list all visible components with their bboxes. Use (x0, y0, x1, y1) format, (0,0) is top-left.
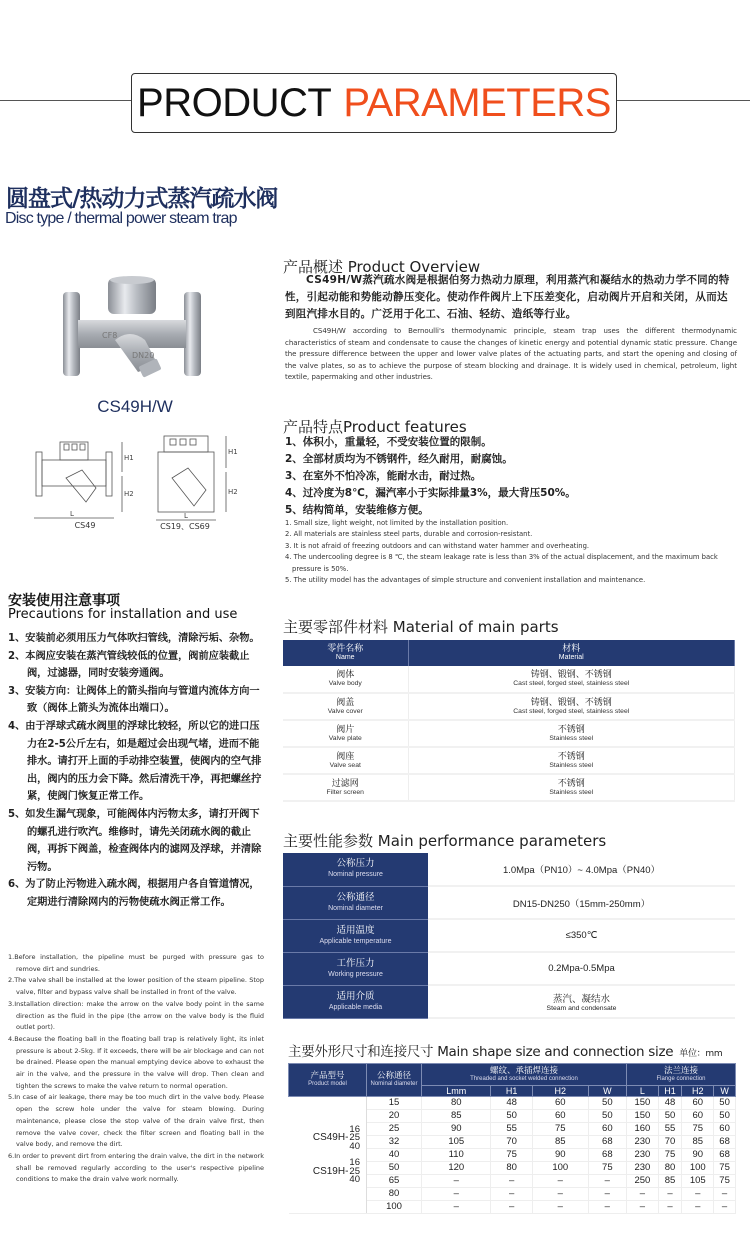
drawing-cs49 (30, 430, 140, 530)
dimensions-unit: 单位：mm (679, 1049, 723, 1059)
drawing-cs19-label: CS19、CS69 (160, 522, 210, 531)
dimension-cell: 60 (588, 1123, 626, 1136)
dimension-cell: 90 (532, 1149, 588, 1162)
dimension-cell: 75 (658, 1149, 682, 1162)
materials-row (283, 774, 735, 801)
dim-l-label: L (70, 510, 74, 518)
dimension-cell: – (532, 1188, 588, 1201)
model-grade: 16 (349, 1123, 360, 1135)
dimensions-heading-text: 主要外形尺寸和连接尺寸 Main shape size and connection size (288, 1044, 674, 1060)
dimension-cell: 75 (491, 1149, 532, 1162)
precaution-item-en: 6.In order to prevent dirt from entering the drain valve, the dirt in the network shall be removed regularly according to the user's respective pipeline conditions to make the drain valve work normally. (8, 1151, 264, 1184)
part-name-cell (283, 693, 408, 720)
dimension-cell: 110 (422, 1149, 491, 1162)
dimension-cell: 50 (491, 1110, 532, 1123)
param-label-en: Nominal pressure (328, 871, 383, 879)
dimension-cell: 230 (626, 1162, 658, 1175)
param-label-cell (283, 853, 428, 886)
materials-row (283, 693, 735, 720)
part-material-cell (408, 693, 735, 720)
dimensions-header-row-1 (289, 1064, 736, 1086)
param-label-en: Applicable temperature (319, 937, 392, 945)
part-name-cn: 阀体 (336, 669, 355, 679)
header-flange-col: H1 (658, 1086, 682, 1097)
dimension-cell: 230 (626, 1149, 658, 1162)
part-name-cell (283, 720, 408, 747)
dimension-cell: – (422, 1201, 491, 1214)
param-value: 1.0Mpa（PN10）~ 4.0Mpa（PN40） (502, 865, 661, 876)
dimension-cell: 68 (714, 1136, 736, 1149)
dim-h2-label-2: H2 (228, 488, 238, 496)
part-material-en: Stainless steel (549, 788, 594, 796)
features-list-en (285, 518, 737, 586)
param-value-cell (428, 952, 735, 985)
header-threaded-cn: 螺纹、承插焊连接 (489, 1064, 558, 1075)
dimension-cell: – (682, 1188, 714, 1201)
dim-h1-label-2: H1 (228, 448, 238, 456)
part-name-cn: 阀片 (336, 723, 355, 734)
precaution-item-cn: 2、本阀应安装在蒸汽管线较低的位置，阀前应装截止阀，过滤器，同时安装旁通阀。 (8, 650, 250, 680)
model-grade: 40 (349, 1140, 360, 1152)
part-material-cn: 铸钢、锻钢、不锈钢 (530, 669, 612, 679)
dimension-cell: 70 (491, 1136, 532, 1149)
overview-heading: 产品概述 Product Overview (283, 258, 481, 276)
dimension-cell: 75 (682, 1123, 714, 1136)
dimension-cell: 70 (658, 1136, 682, 1149)
part-name-en: Valve seat (329, 761, 361, 769)
diameter-cell: 15 (367, 1097, 422, 1110)
dimension-cell: – (626, 1201, 658, 1214)
dimension-cell: 105 (682, 1175, 714, 1188)
param-label-cn: 适用温度 (336, 924, 375, 936)
header-flange (626, 1064, 735, 1086)
model-name: CS49H- (312, 1132, 349, 1144)
dimension-cell: – (588, 1201, 626, 1214)
dimension-cell: 75 (714, 1175, 736, 1188)
diameter-cell: 40 (367, 1149, 422, 1162)
dim-l-label-2: L (184, 512, 188, 520)
dimension-cell: – (658, 1188, 682, 1201)
param-label-cn: 公称通径 (336, 891, 375, 903)
dimension-cell: 90 (422, 1123, 491, 1136)
param-value: DN15-DN250（15mm-250mm） (512, 898, 651, 910)
header-flange-col: L (626, 1086, 658, 1097)
product-photo (60, 270, 205, 385)
dimension-cell: – (491, 1188, 532, 1201)
model-grade: 16 (349, 1157, 360, 1168)
precaution-item-cn: 5、如发生漏气现象，可能阀体内污物太多，请打开阀下的螺孔进行吹汽。维修时，请先关闭疏水阀的截止阀，再拆下阀盖，检查阀体内的滤网及浮球，并清除污物。 (8, 808, 262, 873)
dimension-cell: 55 (491, 1123, 532, 1136)
header-threaded-col: W (588, 1086, 626, 1097)
header-threaded-col: H2 (532, 1086, 588, 1097)
feature-item-en: 2. All materials are stainless steel parts, durable and corrosion-resistant. (285, 530, 533, 539)
precautions-list-en (8, 952, 264, 1186)
precaution-item-cn: 6、为了防止污物进入疏水阀，根据用户各自管道情况，定期进行清除网内的污物使疏水阀正常工作。 (8, 879, 260, 908)
dimension-cell: – (658, 1201, 682, 1214)
feature-item-cn: 4、过冷度为8℃，漏汽率小于实际排量3%，最大背压50%。 (285, 487, 576, 499)
dimension-cell: 85 (532, 1136, 588, 1149)
diameter-cell: 25 (367, 1123, 422, 1136)
dimension-cell: 60 (682, 1097, 714, 1110)
part-material-en: Stainless steel (549, 734, 594, 742)
header-threaded-col: H1 (491, 1086, 532, 1097)
diameter-cell: 32 (367, 1136, 422, 1149)
feature-item-cn: 2、全部材质均为不锈钢件，经久耐用，耐腐蚀。 (285, 453, 513, 465)
param-value-cell (428, 985, 735, 1018)
part-material-cell (408, 666, 735, 693)
dim-h2-label: H2 (124, 490, 134, 498)
feature-item-en: 5. The utility model has the advantages of simple structure and convenient installation and maintenance. (285, 576, 646, 585)
precaution-item-en: 5.In case of air leakage, there may be too much dirt in the valve body. Please open the screw hole under the valve for steam blowing. During maintenance, please close the stop valve of the drain valve first, then remove the valve cover, check the filter screen and floating ball in the valve body, and remove the dirt. (8, 1093, 264, 1149)
header-threaded-en: Threaded and socket welded connection (470, 1075, 578, 1082)
performance-row (283, 985, 735, 1018)
dimension-cell: 55 (658, 1123, 682, 1136)
dimension-cell: 68 (588, 1149, 626, 1162)
model-grades (349, 1123, 360, 1152)
diameter-cell: 80 (367, 1188, 422, 1201)
header-nominal-diameter (367, 1064, 422, 1097)
param-value-cell (428, 853, 735, 886)
precaution-item-en: 2.The valve shall be installed at the lower position of the steam pipeline. Stop valve, filter and bypass valve shall be installed in front of the valve. (8, 976, 264, 997)
dimension-cell: – (422, 1188, 491, 1201)
param-label-cn: 适用介质 (336, 990, 375, 1002)
param-value: 0.2Mpa-0.5Mpa (548, 963, 615, 974)
dimension-cell: 60 (532, 1097, 588, 1110)
dimension-cell: 75 (588, 1162, 626, 1175)
param-label-cell (283, 886, 428, 919)
dimensions-table (288, 1063, 736, 1214)
dimension-cell: – (714, 1201, 736, 1214)
dimension-cell: 80 (491, 1162, 532, 1175)
part-material-cn: 不锈钢 (557, 723, 585, 734)
dimension-cell: – (626, 1188, 658, 1201)
param-value-en: Steam and condensate (546, 1004, 617, 1012)
performance-row (283, 952, 735, 985)
dimension-cell: 150 (626, 1110, 658, 1123)
dimension-cell: 50 (714, 1097, 736, 1110)
part-material-en: Cast steel, forged steel, stainless steel (513, 680, 630, 687)
model-group (313, 1159, 360, 1185)
header-material-cn: 材料 (562, 643, 581, 653)
part-name-en: Filter screen (326, 788, 364, 796)
part-material-en: Stainless steel (549, 761, 594, 769)
materials-heading: 主要零部件材料 Material of main parts (283, 618, 559, 636)
diameter-cell: 50 (367, 1162, 422, 1175)
part-material-cell (408, 774, 735, 801)
dimension-cell: 85 (658, 1175, 682, 1188)
part-name-cell (283, 774, 408, 801)
header-flange-cn: 法兰连接 (663, 1064, 698, 1075)
model-grade: 40 (349, 1174, 360, 1185)
dimension-cell: 68 (588, 1136, 626, 1149)
header-product-model (289, 1064, 367, 1097)
product-model-label: CS49H/W (97, 397, 173, 416)
materials-row (283, 747, 735, 774)
feature-item-en: 3. It is not afraid of freezing outdoors and can withstand water hammer and overheating. (285, 541, 590, 550)
dimension-cell: 90 (682, 1149, 714, 1162)
dimension-cell: 50 (588, 1110, 626, 1123)
dimension-cell: – (532, 1201, 588, 1214)
dimension-cell: 85 (682, 1136, 714, 1149)
header-material-en: Material (558, 654, 584, 661)
precaution-item-cn: 3、安装方向：让阀体上的箭头指向与管道内流体方向一致（阀体上箭头为流体出端口）。 (8, 685, 260, 715)
dimension-cell: 60 (714, 1123, 736, 1136)
header-model-en: Product model (308, 1081, 347, 1087)
part-name-cn: 过滤网 (331, 777, 359, 788)
header-name-cn: 零件名称 (327, 643, 364, 653)
part-material-cell (408, 720, 735, 747)
header-flange-col: W (714, 1086, 736, 1097)
diameter-cell: 65 (367, 1175, 422, 1188)
feature-item-cn: 1、体积小，重量轻，不受安装位置的限制。 (285, 436, 492, 448)
param-label-cell (283, 985, 428, 1018)
part-material-cn: 铸钢、锻钢、不锈钢 (530, 696, 612, 707)
dimension-cell: 120 (422, 1162, 491, 1175)
dimension-cell: 105 (422, 1136, 491, 1149)
precautions-list-cn (8, 630, 263, 912)
dimension-cell: 150 (626, 1097, 658, 1110)
product-title-cn: 圆盘式/热动力式蒸汽疏水阀 (6, 186, 278, 212)
materials-row (283, 720, 735, 747)
performance-heading: 主要性能参数 Main performance parameters (283, 832, 607, 850)
param-label-cell (283, 919, 428, 952)
header-name (283, 640, 408, 666)
feature-item-cn: 5、结构简单，安装维修方便。 (285, 504, 429, 516)
feature-item-en: 1. Small size, light weight, not limited by the installation position. (285, 519, 509, 527)
part-material-cn: 不锈钢 (557, 750, 585, 761)
param-label-en: Working pressure (328, 970, 383, 978)
param-value-cell (428, 919, 735, 952)
dimension-cell: – (588, 1188, 626, 1201)
precaution-item-en: 3.Installation direction: make the arrow on the valve body point in the same direction as the fluid in the pipe (the arrow on the valve body is the fluid outlet port). (8, 999, 264, 1032)
param-label-en: Nominal diameter (328, 904, 383, 912)
dimension-cell: 80 (658, 1162, 682, 1175)
dimension-cell: 100 (532, 1162, 588, 1175)
param-value-cell (428, 886, 735, 919)
dimension-cell: 48 (658, 1097, 682, 1110)
part-name-en: Valve cover (327, 707, 363, 715)
header-flange-en: Flange connection (656, 1075, 706, 1082)
features-list-cn (285, 434, 576, 519)
photo-mark-dn20: DN20 (132, 351, 155, 360)
param-label-cell (283, 952, 428, 985)
model-grades (349, 1159, 360, 1185)
dimension-cell: 250 (626, 1175, 658, 1188)
overview-text-cn: CS49H/W蒸汽疏水阀是根据伯努力热动力原理，利用蒸汽和凝结水的热动力学不同的特性，引起动能和势能动静压变化。使动作件阀片上下压差变化，启动阀片开启和关闭，从而达到阻汽排水目的。广泛用于化工、石油、轻纺、造纸等行业。 (285, 274, 730, 320)
dimension-cell: 50 (588, 1097, 626, 1110)
materials-row (283, 666, 735, 693)
param-value: 蒸汽、凝结水 (552, 993, 610, 1005)
precautions-heading-en: Precautions for installation and use (8, 607, 238, 622)
performance-row (283, 919, 735, 952)
dim-h1-label: H1 (124, 454, 134, 462)
dimension-cell: 100 (682, 1162, 714, 1175)
model-grade: 25 (349, 1132, 360, 1143)
precautions-heading-cn: 安装使用注意事项 (8, 593, 120, 609)
part-material-cn: 不锈钢 (557, 777, 585, 788)
dimension-cell: – (682, 1201, 714, 1214)
performance-table (283, 853, 735, 1019)
banner-word-product: PRODUCT (137, 80, 332, 125)
dimension-cell: 75 (714, 1162, 736, 1175)
dimension-cell: 230 (626, 1136, 658, 1149)
header-material (408, 640, 735, 666)
precaution-item-cn: 4、由于浮球式疏水阀里的浮球比较轻，所以它的进口压力在2-5公斤左右，如是超过会出现气堵，进而不能排水。请打开上面的手动排空装置，使阀内的空气排出，阀内的压力会下降。然后清洗干净，再把螺丝拧紧，使阀门恢复正常工作。 (8, 720, 262, 803)
model-name: CS19H- (312, 1165, 349, 1177)
diameter-cell: 100 (367, 1201, 422, 1214)
materials-table (283, 640, 735, 802)
param-label-cn: 工作压力 (336, 957, 375, 969)
product-title-en: Disc type / thermal power steam trap (5, 210, 237, 227)
section-banner (131, 73, 617, 133)
product-model-cell (289, 1097, 367, 1214)
dimension-cell: 50 (658, 1110, 682, 1123)
dimension-cell: 68 (714, 1149, 736, 1162)
dimension-cell: – (532, 1175, 588, 1188)
drawing-cs49-label: CS49 (74, 521, 96, 530)
param-label-cn: 公称压力 (336, 858, 375, 870)
model-group (312, 1123, 360, 1152)
dimension-cell: 75 (532, 1123, 588, 1136)
precaution-item-en: 1.Before installation, the pipeline must be purged with pressure gas to remove dirt and sundries. (8, 953, 264, 973)
left-flange (63, 292, 80, 376)
banner-word-parameters: PARAMETERS (343, 80, 611, 125)
part-material-cell (408, 747, 735, 774)
performance-row (283, 853, 735, 886)
dimension-cell: – (422, 1175, 491, 1188)
dimension-cell: – (714, 1188, 736, 1201)
dimension-cell: 160 (626, 1123, 658, 1136)
model-grade: 25 (349, 1165, 360, 1177)
part-name-en: Valve plate (328, 734, 362, 742)
header-model-cn: 产品型号 (310, 1070, 345, 1080)
precaution-item-cn: 1、安装前必须用压力气体吹扫管线，清除污垢、杂物。 (8, 633, 260, 644)
precaution-item-en: 4.Because the floating ball in the floating ball trap is relatively light, its inlet pressure is about 2-5kg. If it exceeds, there will be air blockage and can not be drained. Please open the manual emptying device above to exhaust the air in the valve, and the pressure in the valve will drop. Then clean and tighten the screws to make the valve return to normal operation. (8, 1034, 264, 1090)
part-name-cn: 阀座 (336, 750, 355, 761)
dimension-cell: – (588, 1175, 626, 1188)
diameter-cell: 20 (367, 1110, 422, 1123)
dimensions-heading (288, 1040, 722, 1060)
dimensions-row (289, 1097, 736, 1110)
part-name-cn: 阀盖 (336, 696, 355, 707)
drawing-cs19 (148, 430, 238, 530)
feature-item-cn: 3、在室外不怕冷冻，能耐水击，耐过热。 (285, 470, 482, 482)
dimension-cell: 48 (491, 1097, 532, 1110)
part-name-cell (283, 666, 408, 693)
materials-header-row (283, 640, 735, 666)
dimension-cell: 85 (422, 1110, 491, 1123)
feature-item-en: 4. The undercooling degree is 8 ℃, the steam leakage rate is less than 3% of the actual displacement, and the maximum back pressure is 50%. (285, 553, 718, 573)
performance-row (283, 886, 735, 919)
part-material-en: Cast steel, forged steel, stainless steel (513, 707, 630, 715)
part-name-en: Valve body (328, 680, 362, 687)
header-name-en: Name (335, 654, 355, 661)
header-dia-cn: 公称通径 (376, 1070, 411, 1080)
header-dia-en: Nominal diameter (370, 1081, 418, 1087)
dimension-cell: 50 (714, 1110, 736, 1123)
photo-mark-cf8: CF8 (102, 331, 118, 340)
dimension-cell: 80 (422, 1097, 491, 1110)
header-flange-col: H2 (682, 1086, 714, 1097)
overview-text-en: CS49H/W according to Bernoulli's thermodynamic principle, steam trap uses the different thermodynamic characteristics of steam and condensate to cause the changes of kinetic energy and potential dynamic static pressure. Change the pressure difference between the upper and lower valve plates of the actuating parts, and start the opening and closing of the valve plates, so as to achieve the purpose of steam blocking and drainage. It is widely used in chemical, petroleum, light textile, papermaking and other industries. (285, 327, 737, 381)
param-value: ≤350℃ (565, 930, 598, 941)
header-threaded-col: Lmm (422, 1086, 491, 1097)
param-label-en: Applicable media (328, 1003, 383, 1011)
dimension-cell: 60 (532, 1110, 588, 1123)
part-name-cell (283, 747, 408, 774)
right-flange (184, 292, 201, 376)
features-heading: 产品特点Product features (283, 418, 467, 436)
dimension-cell: 60 (682, 1110, 714, 1123)
dimension-cell: – (491, 1175, 532, 1188)
header-threaded (422, 1064, 627, 1086)
dimension-cell: – (491, 1201, 532, 1214)
